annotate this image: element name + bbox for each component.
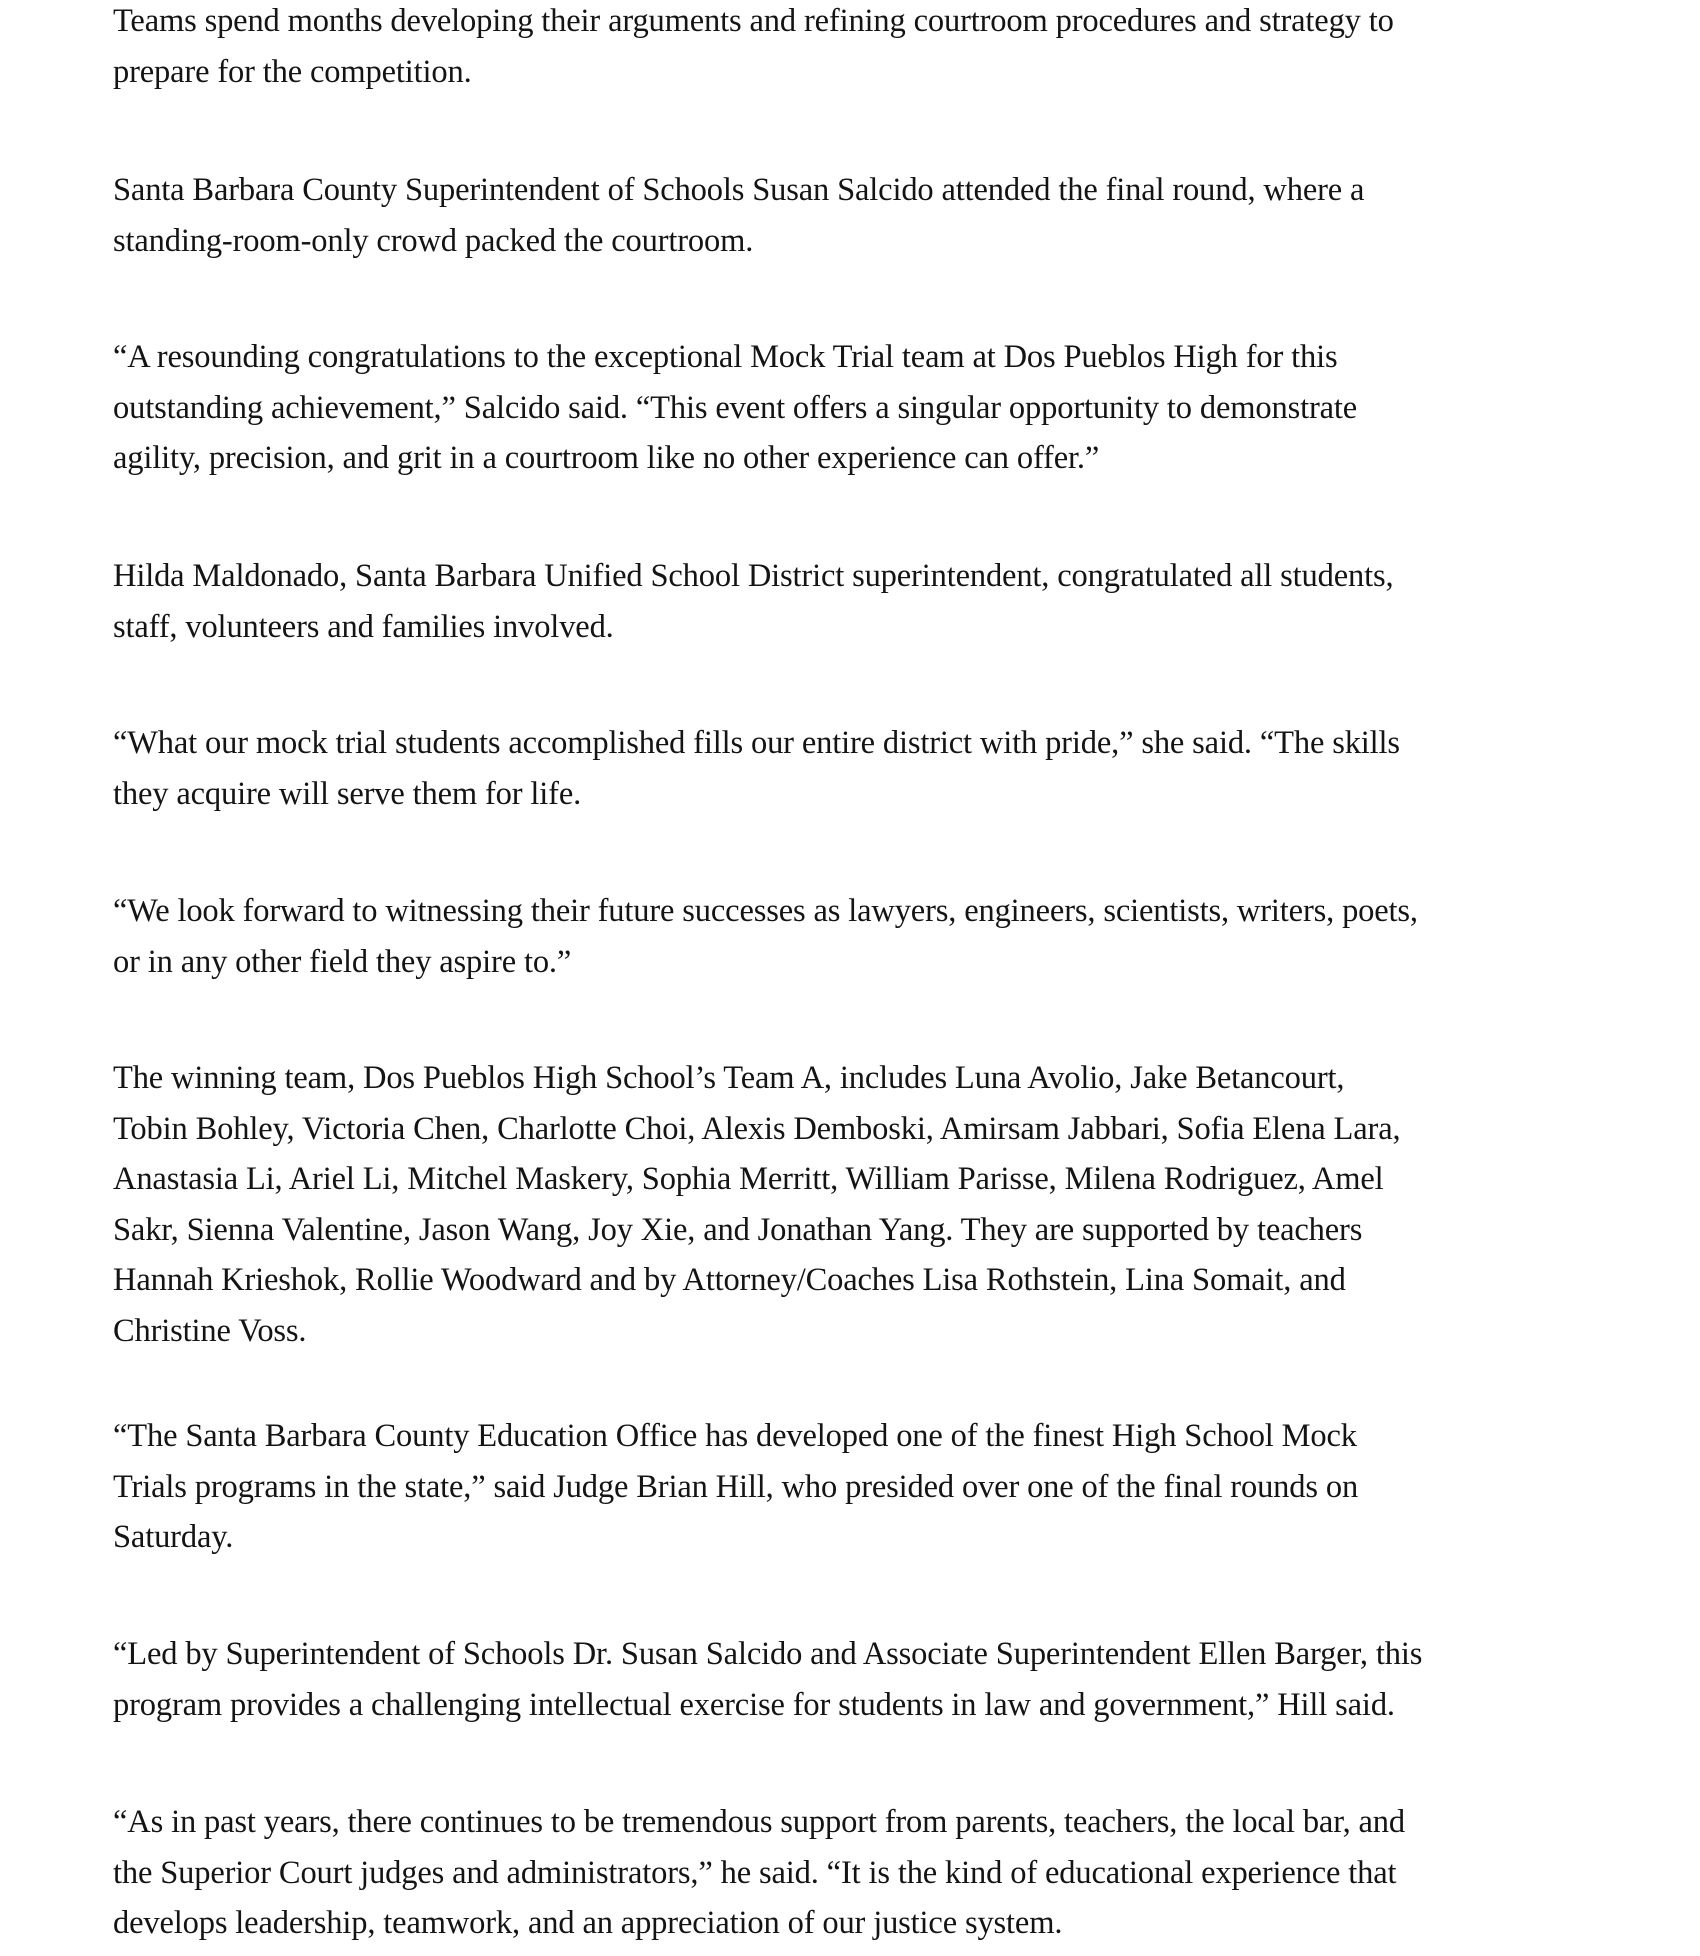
paragraph-salcido-quote: “A resounding congratulations to the exceptional Mock Trial team at Dos Pueblos High for this outstanding achievement,” Salcido said. “This event offers a singular opportunity to demonstrate agility, precision, and grit in a courtroom like no other experience can offer.” [113,339,1358,476]
paragraph-preparation: Teams spend months developing their arguments and refining courtroom procedures and strategy to prepare for the competition. [113,3,1394,90]
paragraph-judge-hill-quote: “The Santa Barbara County Education Office has developed one of the finest High School Mock Trials programs in the state,” said Judge Brian Hill, who presided over one of the final rounds on Saturday. [113,1418,1359,1555]
paragraph-winning-team: The winning team, Dos Pueblos High School’s Team A, includes Luna Avolio, Jake Betancourt, Tobin Bohley, Victoria Chen, Charlotte Choi, Alexis Demboski, Amirsam Jabbari, Sofia Elena Lara, Anastasia Li, Ariel Li, Mitchel Maskery, Sophia Merritt, William Parisse, Milena Rodriguez, Amel Sakr, Sienna Valentine, Jason Wang, Joy Xie, and Jonathan Yang. They are supported by teachers Hannah Krieshok, Rollie Woodward and by Attorney/Coaches Lisa Rothstein, Lina Somait, and Christine Voss. [113,1060,1401,1349]
paragraph-maldonado-quote: “What our mock trial students accomplished fills our entire district with pride,” she said. “The skills they acquire will serve them for life. [113,725,1400,812]
paragraph-maldonado: Hilda Maldonado, Santa Barbara Unified School District superintendent, congratulated all students, staff, volunteers and families involved. [113,558,1394,645]
paragraph-program-leadership: “Led by Superintendent of Schools Dr. Susan Salcido and Associate Superintendent Ellen Barger, this program provides a challenging intellectual exercise for students in law and government,” Hill said. [113,1636,1423,1723]
paragraph-salcido-attended: Santa Barbara County Superintendent of Schools Susan Salcido attended the final round, where a standing-room-only crowd packed the courtroom. [113,172,1365,259]
paragraph-community-support: “As in past years, there continues to be tremendous support from parents, teachers, the local bar, and the Superior Court judges and administrators,” he said. “It is the kind of educational experience that develops leadership, teamwork, and an appreciation of our justice system. [113,1804,1406,1941]
paragraph-future-successes: “We look forward to witnessing their future successes as lawyers, engineers, scientists, writers, poets, or in any other field they aspire to.” [113,893,1418,980]
